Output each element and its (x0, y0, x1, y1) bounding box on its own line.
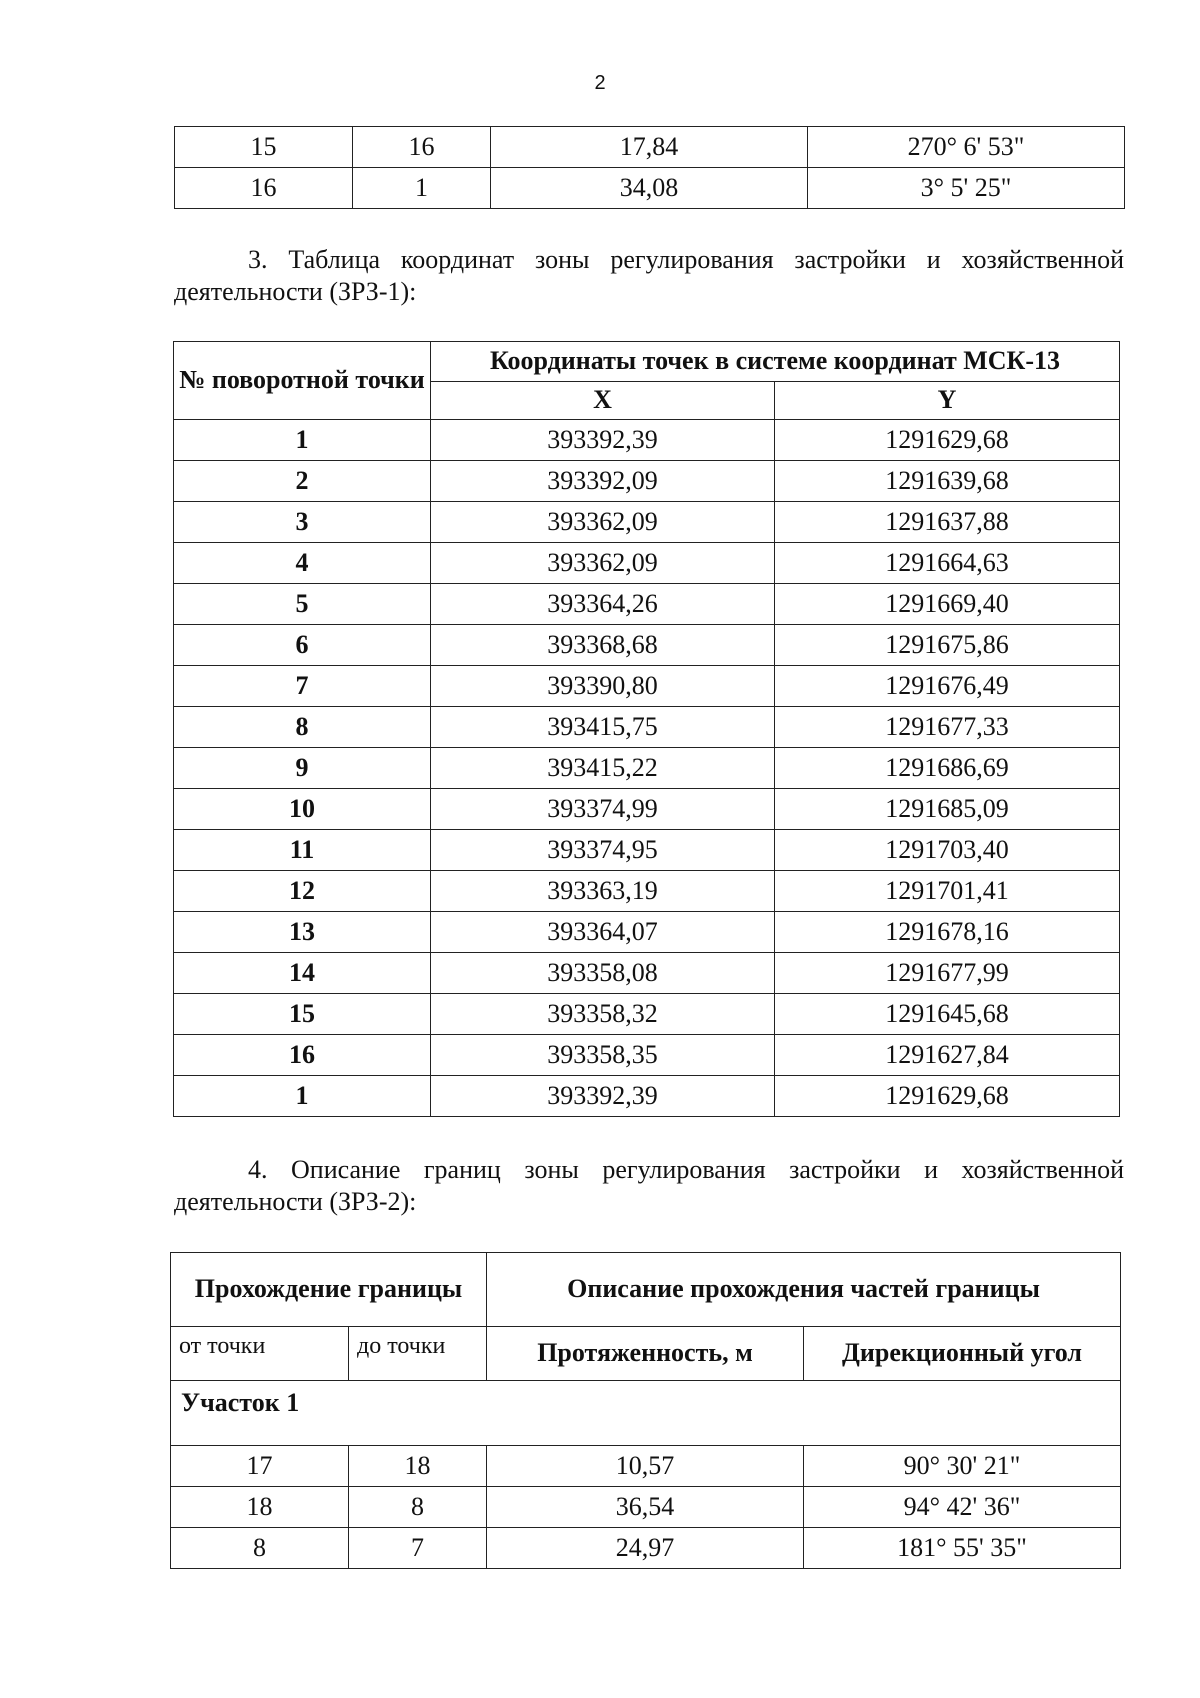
table-row (174, 707, 1120, 748)
table-cell: 393415,75 (431, 707, 775, 748)
table-cell: 13 (174, 912, 431, 953)
table-cell: 1 (353, 168, 491, 209)
table-cell: 393362,09 (431, 502, 775, 543)
table-cell: 1291701,41 (775, 871, 1120, 912)
table-row (171, 1487, 1121, 1528)
table-cell: 1291664,63 (775, 543, 1120, 584)
table-cell: 7 (174, 666, 431, 707)
table-cell: 393364,26 (431, 584, 775, 625)
table-row (174, 420, 1120, 461)
table-cell: 90° 30' 21" (804, 1446, 1121, 1487)
table-cell: 12 (174, 871, 431, 912)
table-cell: 393368,68 (431, 625, 775, 666)
table-cell: 393363,19 (431, 871, 775, 912)
table-row (174, 625, 1120, 666)
table-cell: 181° 55' 35" (804, 1528, 1121, 1569)
paragraph-zrz2-title (174, 1154, 1124, 1218)
section-label: Участок 1 (171, 1381, 1121, 1446)
table-row (171, 1446, 1121, 1487)
table-row (174, 666, 1120, 707)
paragraph-text: 4. Описание границ зоны регулирования застройки и хозяйственной деятельности (ЗРЗ-2): (174, 1155, 1124, 1216)
table-cell: 10 (174, 789, 431, 830)
table-cell: 24,97 (487, 1528, 804, 1569)
table-cell: 1 (174, 420, 431, 461)
table-row (174, 912, 1120, 953)
boundary-description-header: Описание прохождения частей границы (487, 1253, 1121, 1327)
table-cell: 1 (174, 1076, 431, 1117)
table-row (174, 789, 1120, 830)
table-cell: 393392,39 (431, 1076, 775, 1117)
table-cell: 393392,09 (431, 461, 775, 502)
table-cell: 393358,32 (431, 994, 775, 1035)
table-row (174, 1076, 1120, 1117)
table-row (174, 994, 1120, 1035)
table-row (174, 584, 1120, 625)
table-cell: 1291703,40 (775, 830, 1120, 871)
page-number: 2 (594, 72, 606, 94)
table-cell: 8 (171, 1528, 349, 1569)
table-cell: 1291629,68 (775, 420, 1120, 461)
table-row (174, 502, 1120, 543)
table-cell: 4 (174, 543, 431, 584)
direction-angle-header: Дирекционный угол (804, 1327, 1121, 1381)
table-row (175, 127, 1125, 168)
paragraph-zrz1-title (174, 244, 1124, 308)
from-point-header: от точки (171, 1327, 349, 1381)
x-header: X (431, 382, 775, 420)
table-cell: 393374,99 (431, 789, 775, 830)
table-cell: 1291639,68 (775, 461, 1120, 502)
top-boundary-table (174, 126, 1125, 209)
table-cell: 1291627,84 (775, 1035, 1120, 1076)
table-cell: 5 (174, 584, 431, 625)
boundary-description-table (170, 1252, 1121, 1569)
table-cell: 393390,80 (431, 666, 775, 707)
table-cell: 15 (175, 127, 353, 168)
boundary-passage-header: Прохождение границы (171, 1253, 487, 1327)
table-cell: 1291685,09 (775, 789, 1120, 830)
table-cell: 6 (174, 625, 431, 666)
table-row (174, 461, 1120, 502)
table-cell: 1291678,16 (775, 912, 1120, 953)
table-cell: 1291645,68 (775, 994, 1120, 1035)
table-cell: 8 (174, 707, 431, 748)
table-cell: 1291675,86 (775, 625, 1120, 666)
table-cell: 9 (174, 748, 431, 789)
table-cell: 270° 6' 53" (808, 127, 1125, 168)
table-cell: 94° 42' 36" (804, 1487, 1121, 1528)
coordinates-system-header: Координаты точек в системе координат МСК-13 (431, 342, 1120, 382)
table-cell: 393358,35 (431, 1035, 775, 1076)
y-header: Y (775, 382, 1120, 420)
table-cell: 1291677,33 (775, 707, 1120, 748)
table-row (174, 543, 1120, 584)
table-cell: 1291676,49 (775, 666, 1120, 707)
table-cell: 11 (174, 830, 431, 871)
table-cell: 16 (174, 1035, 431, 1076)
table-cell: 393362,09 (431, 543, 775, 584)
table-cell: 3° 5' 25" (808, 168, 1125, 209)
table-cell: 36,54 (487, 1487, 804, 1528)
table-cell: 393374,95 (431, 830, 775, 871)
to-point-header: до точки (349, 1327, 487, 1381)
point-number-header: № поворотной точки (174, 342, 431, 420)
table-row (175, 168, 1125, 209)
table-cell: 16 (353, 127, 491, 168)
table-cell: 1291629,68 (775, 1076, 1120, 1117)
table-cell: 393358,08 (431, 953, 775, 994)
table-cell: 17,84 (491, 127, 808, 168)
table-cell: 15 (174, 994, 431, 1035)
table-cell: 393364,07 (431, 912, 775, 953)
table-cell: 1291677,99 (775, 953, 1120, 994)
table-cell: 7 (349, 1528, 487, 1569)
table-cell: 34,08 (491, 168, 808, 209)
table-cell: 18 (349, 1446, 487, 1487)
table-cell: 1291669,40 (775, 584, 1120, 625)
table-cell: 1291686,69 (775, 748, 1120, 789)
table-cell: 393392,39 (431, 420, 775, 461)
coordinates-table (173, 341, 1120, 1117)
table-row (174, 1035, 1120, 1076)
table-cell: 393415,22 (431, 748, 775, 789)
table-cell: 2 (174, 461, 431, 502)
table-cell: 8 (349, 1487, 487, 1528)
table-row (174, 953, 1120, 994)
paragraph-text: 3. Таблица координат зоны регулирования застройки и хозяйственной деятельности (ЗРЗ-1): (174, 245, 1124, 306)
table-cell: 18 (171, 1487, 349, 1528)
table-cell: 14 (174, 953, 431, 994)
length-header: Протяженность, м (487, 1327, 804, 1381)
table-row (171, 1528, 1121, 1569)
table-cell: 17 (171, 1446, 349, 1487)
table-cell: 3 (174, 502, 431, 543)
table-cell: 1291637,88 (775, 502, 1120, 543)
table-row (174, 748, 1120, 789)
table-cell: 16 (175, 168, 353, 209)
table-row (174, 830, 1120, 871)
table-cell: 10,57 (487, 1446, 804, 1487)
table-row (174, 871, 1120, 912)
